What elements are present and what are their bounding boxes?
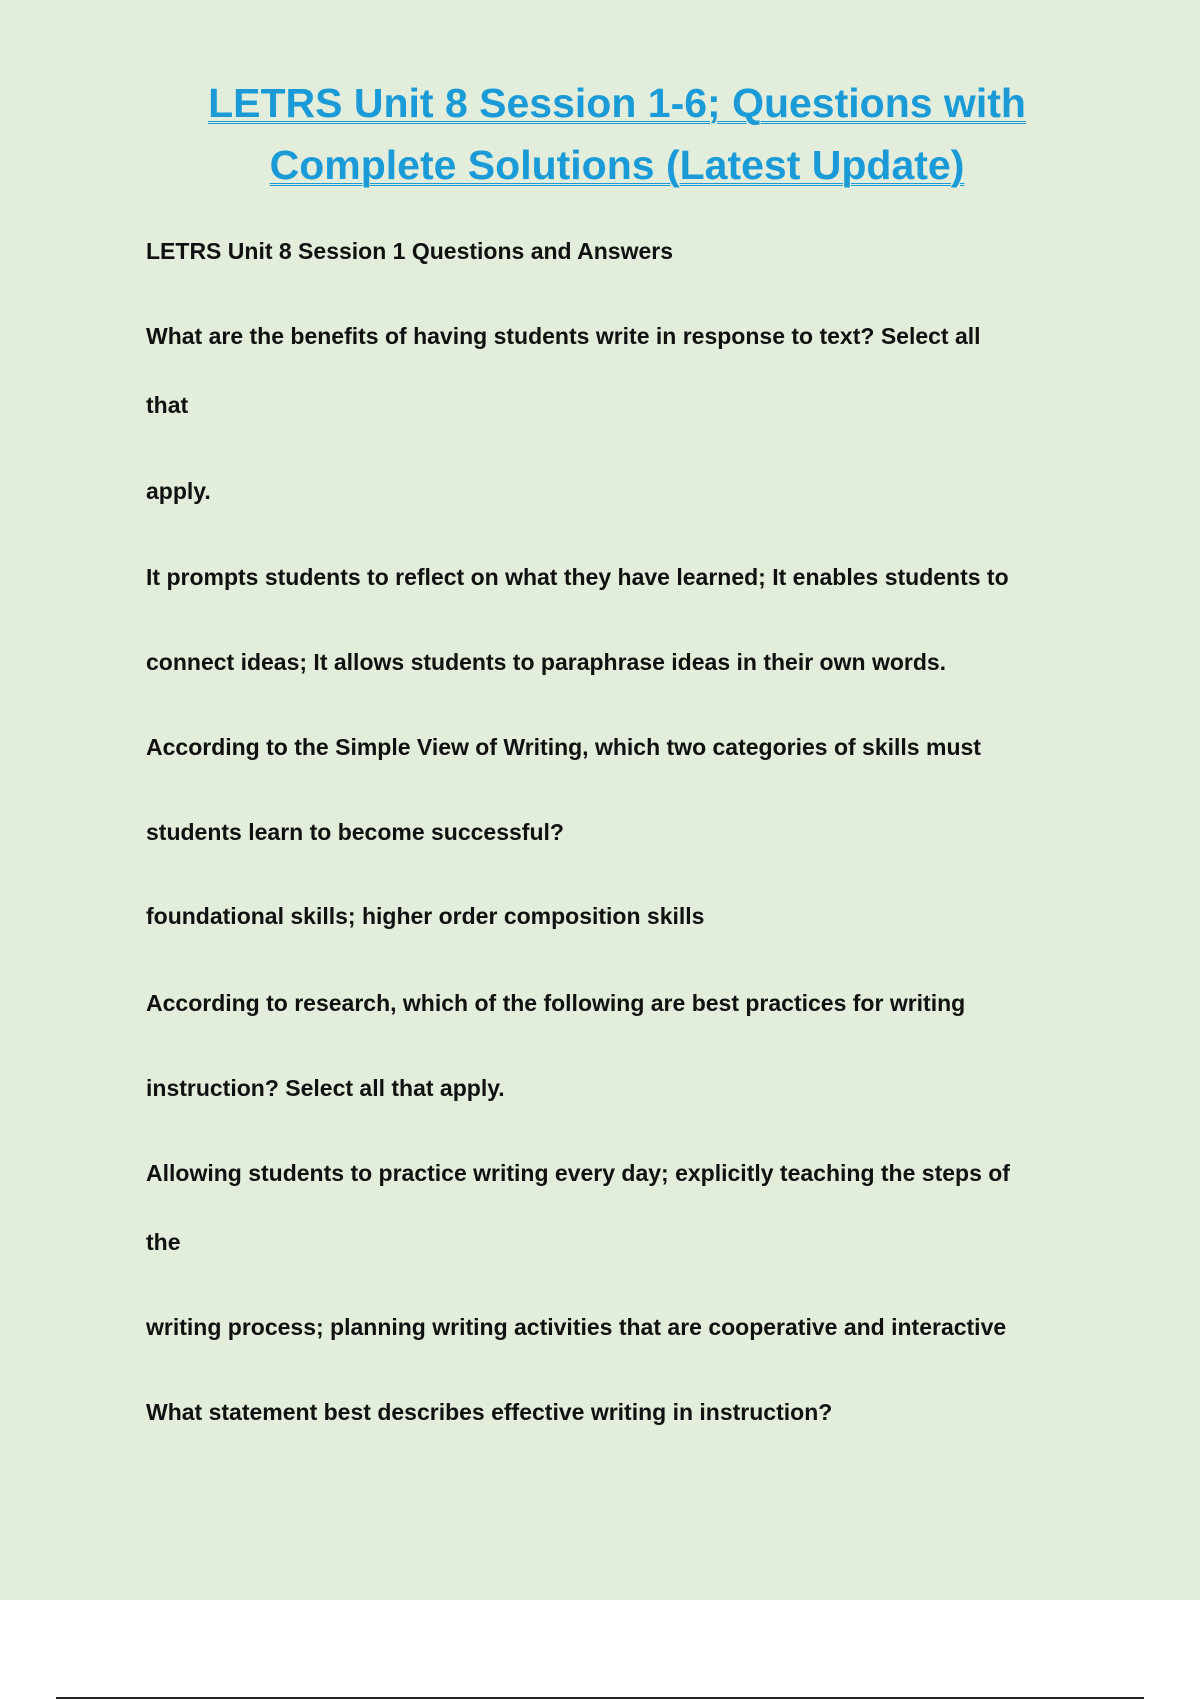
question-4-line-1: What statement best describes effective writing in instruction? — [146, 1399, 833, 1425]
question-1-line-2: that — [146, 392, 189, 418]
answer-1-line-1: It prompts students to reflect on what they have learned; It enables students to — [146, 564, 1009, 590]
answer-2-line-1: foundational skills; higher order composition skills — [146, 903, 705, 929]
answer-3-line-1: Allowing students to practice writing every day; explicitly teaching the steps of — [146, 1160, 1010, 1186]
section-heading: LETRS Unit 8 Session 1 Questions and Answers — [146, 238, 673, 264]
question-1-line-3: apply. — [146, 478, 211, 504]
answer-3-line-3: writing process; planning writing activities that are cooperative and interactive — [146, 1314, 1007, 1340]
question-1-line-1: What are the benefits of having students write in response to text? Select all — [146, 323, 981, 349]
answer-3-line-2: the — [146, 1229, 181, 1255]
footer-divider — [56, 1697, 1144, 1699]
document-title-line-2[interactable]: Complete Solutions (Latest Update) — [269, 142, 965, 188]
question-3-line-2: instruction? Select all that apply. — [146, 1075, 505, 1101]
answer-1-line-2: connect ideas; It allows students to paraphrase ideas in their own words. — [146, 649, 947, 675]
question-3-line-1: According to research, which of the following are best practices for writing — [146, 990, 966, 1016]
question-2-line-1: According to the Simple View of Writing, which two categories of skills must — [146, 734, 981, 760]
document-title[interactable] — [0, 72, 1200, 196]
question-2-line-2: students learn to become successful? — [146, 819, 564, 845]
document-title-line-1[interactable]: LETRS Unit 8 Session 1-6; Questions with — [208, 80, 1026, 126]
